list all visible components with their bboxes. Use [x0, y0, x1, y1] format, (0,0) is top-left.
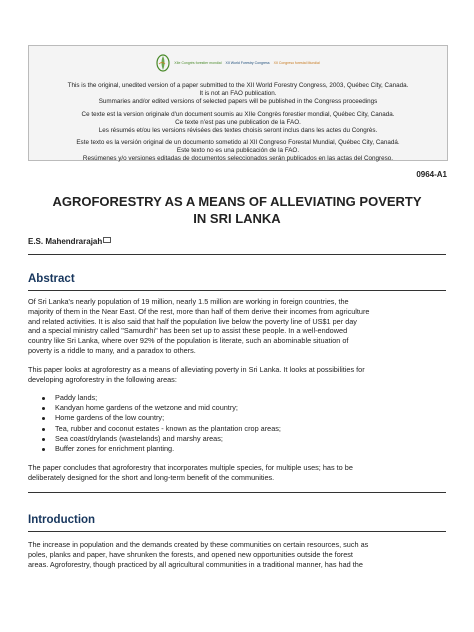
divider: [28, 531, 446, 532]
paper-code: 0964-A1: [416, 170, 447, 179]
introduction-paragraph-1: The increase in population and the demands created by these communities on certain resources, such as poles, planks and paper, have shrunken the forests, and opened new opportunities outside the forest areas. Agroforestry, though practiced by all agricultural communities in a traditional manner, has had the: [28, 540, 369, 569]
introduction-heading: Introduction: [28, 514, 96, 526]
list-item: Home gardens of the low country;: [55, 413, 281, 423]
disclaimer-en-line: This is the original, unedited version of a paper submitted to the XII World Forestry Congress, 2003, Québec City, Canada.: [67, 82, 409, 89]
list-item: Buffer zones for enrichment planting.: [55, 444, 281, 454]
list-item: Paddy lands;: [55, 393, 281, 403]
author-line: [28, 237, 111, 246]
congress-logo-row: [29, 53, 447, 73]
disclaimer-text: [29, 82, 447, 163]
page-title: [40, 193, 434, 227]
congress-logo-icon: [156, 54, 170, 72]
bullet-icon: [42, 397, 45, 400]
divider: [28, 492, 446, 493]
list-item: Sea coast/drylands (wastelands) and marshy areas;: [55, 434, 281, 444]
disclaimer-es-line: Este texto no es una publicación de la FAO.: [176, 147, 300, 155]
disclaimer-fr-line: Les résumés et/ou les versions révisées des textes choisis seront inclus dans les actes du Congrès.: [98, 126, 378, 134]
list-item: Tea, rubber and coconut estates - known as the plantation crop areas;: [55, 424, 281, 434]
abstract-paragraph-3: The paper concludes that agroforestry that incorporates multiple species, for multiple uses; has to be deliberately designed for the short and long-term benefit of the communities.: [28, 463, 353, 482]
title-line: AGROFORESTRY AS A MEANS OF ALLEVIATING POVERTY: [52, 194, 422, 209]
disclaimer-fr-line: Ce texte n'est pas une publication de la FAO.: [175, 118, 301, 126]
bullet-list: [55, 393, 281, 454]
divider: [28, 290, 446, 291]
abstract-heading: Abstract: [28, 273, 75, 285]
congress-name-en: XII World Forestry Congress: [225, 61, 270, 65]
bullet-icon: [42, 417, 45, 420]
congress-name-fr: XIIe Congrès forestier mondial: [174, 61, 222, 65]
email-icon[interactable]: [103, 237, 111, 243]
disclaimer-en-line: Summaries and/or edited versions of selected papers will be published in the Congress proceedings: [98, 97, 378, 105]
author-name[interactable]: E.S. Mahendrarajah: [28, 237, 103, 246]
disclaimer-fr-line: Ce texte est la version originale d'un document soumis au XIIe Congrès forestier mondial, Québec City, Canada.: [81, 110, 395, 118]
congress-disclaimer-banner: [28, 45, 448, 161]
divider: [28, 254, 446, 255]
abstract-paragraph-2: This paper looks at agroforestry as a means of alleviating poverty in Sri Lanka. It looks at possibilities for developing agroforestry in the following areas:: [28, 365, 365, 384]
congress-name-es: XII Congreso forestal Mundial: [273, 61, 320, 65]
bullet-icon: [42, 407, 45, 410]
bullet-icon: [42, 438, 45, 441]
disclaimer-en-line: It is not an FAO publication.: [199, 89, 277, 97]
disclaimer-es-line: Resúmenes y/o versiones editadas de documentos seleccionados serán publicados en las actas del Congreso.: [82, 155, 394, 163]
title-line: IN SRI LANKA: [193, 211, 281, 226]
bullet-icon: [42, 428, 45, 431]
bullet-icon: [42, 448, 45, 451]
abstract-paragraph-1: Of Sri Lanka's nearly population of 19 million, nearly 1.5 million are working in foreign countries, the majority of them in the Near East. Of the rest, more than half of them derive their incomes from agriculture and related activities. It is also said that half the population live below the poverty line of US$1 per day and a special ministry called "Samurdhi" has been set up to assist these people. In a well-endowed country like Sri Lanka, where over 92% of the population is literate, such an abominable situation of poverty is a riddle to many, and a paradox to others.: [28, 297, 370, 355]
list-item: Kandyan home gardens of the wetzone and mid country;: [55, 403, 281, 413]
disclaimer-es-line: Este texto es la versión original de un documento sometido al XII Congreso Forestal Mundial, Québec City, Canadá.: [76, 139, 400, 147]
